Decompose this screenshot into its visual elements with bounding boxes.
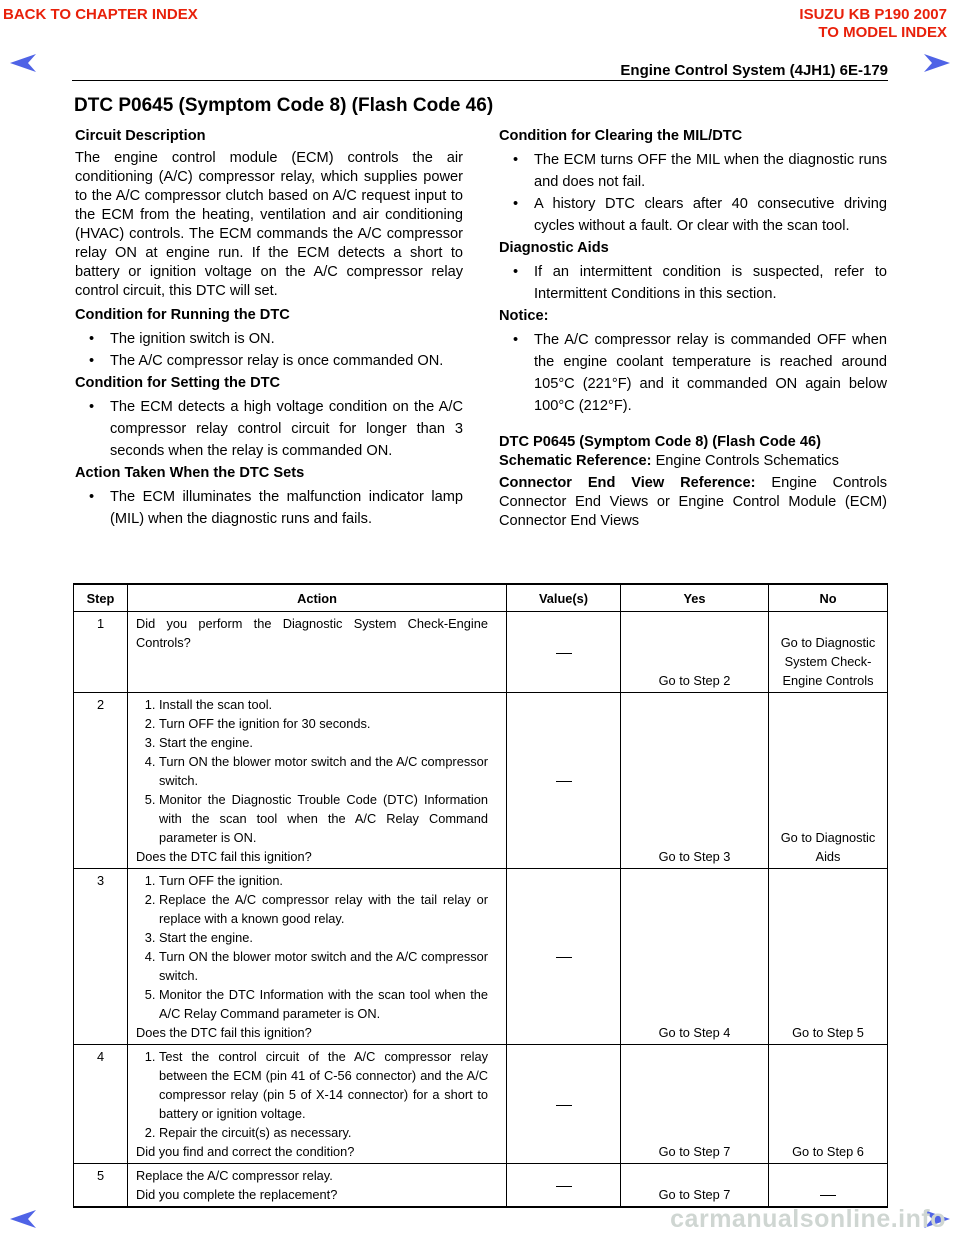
value-cell	[507, 612, 621, 693]
table-row	[74, 693, 888, 869]
dtc-repeat-title: DTC P0645 (Symptom Code 8) (Flash Code 46)	[499, 434, 821, 450]
clearing-condition-list	[499, 149, 887, 237]
step-number: 1	[74, 612, 128, 693]
list-item: 4. Turn ON the blower motor switch and the A/C compressor switch.	[159, 947, 488, 985]
action-question: Does the DTC fail this ignition?	[136, 849, 312, 864]
page-header-title: Engine Control System (4JH1) 6E-179	[620, 62, 888, 79]
yes-cell: Go to Step 7	[621, 1164, 769, 1208]
list-item: 1. Test the control circuit of the A/C compressor relay between the ECM (pin 41 of C-56 connector) and the A/C compressor relay (pin 5 of X-14 connector) for a short to battery or ignition voltage.	[159, 1047, 488, 1123]
header-divider	[72, 80, 888, 81]
action-cell	[128, 1045, 507, 1164]
list-item: 5. Monitor the Diagnostic Trouble Code (DTC) Information with the scan tool when the A/C Relay Command parameter is ON.	[159, 790, 488, 847]
diagnostic-steps-table	[73, 583, 888, 1208]
step-number: 3	[74, 869, 128, 1045]
step-number: 2	[74, 693, 128, 869]
list-item: 2. Replace the A/C compressor relay with the tail relay or replace with a known good relay.	[159, 890, 488, 928]
action-cell	[128, 693, 507, 869]
list-item: • The A/C compressor relay is once commanded ON.	[110, 350, 463, 372]
diagnostic-aids-heading: Diagnostic Aids	[499, 240, 609, 256]
notice-heading: Notice:	[499, 308, 549, 324]
list-item: • The ECM turns OFF the MIL when the diagnostic runs and does not fail.	[534, 149, 887, 193]
action-steps-list	[136, 871, 488, 1023]
action-cell	[128, 1164, 507, 1208]
list-item: • If an intermittent condition is suspected, refer to Intermittent Conditions in this section.	[534, 261, 887, 305]
dash-mark	[556, 1186, 572, 1187]
setting-condition-heading: Condition for Setting the DTC	[75, 375, 281, 391]
yes-cell: Go to Step 2	[621, 612, 769, 693]
to-model-index-link[interactable]: TO MODEL INDEX	[818, 24, 947, 41]
action-question: Did you find and correct the condition?	[136, 1144, 355, 1159]
list-item: 1. Install the scan tool.	[159, 695, 488, 714]
left-column	[75, 127, 463, 532]
no-cell: Go to Step 5	[769, 869, 888, 1045]
dash-mark	[556, 1105, 572, 1106]
dash-mark	[820, 1195, 836, 1196]
dash-mark	[556, 653, 572, 654]
setting-condition-list	[75, 396, 463, 462]
running-condition-heading: Condition for Running the DTC	[75, 307, 290, 323]
list-item: 2. Repair the circuit(s) as necessary.	[159, 1123, 488, 1142]
table-header-row	[74, 584, 888, 612]
document-title: DTC P0645 (Symptom Code 8) (Flash Code 46)	[74, 95, 494, 116]
table-row	[74, 1045, 888, 1164]
no-cell: Go to Step 6	[769, 1045, 888, 1164]
clearing-condition-heading: Condition for Clearing the MIL/DTC	[499, 128, 743, 144]
no-column-header: No	[769, 584, 888, 612]
action-cell	[128, 869, 507, 1045]
list-item: 5. Monitor the DTC Information with the scan tool when the A/C Relay Command parameter is ON.	[159, 985, 488, 1023]
action-column-header: Action	[128, 584, 507, 612]
model-name-link[interactable]: ISUZU KB P190 2007	[799, 6, 947, 23]
list-item: • A history DTC clears after 40 consecutive driving cycles without a fault. Or clear with the scan tool.	[534, 193, 887, 237]
table-row	[74, 612, 888, 693]
step-column-header: Step	[74, 584, 128, 612]
table-row	[74, 1164, 888, 1208]
notice-list	[499, 329, 887, 417]
schematic-reference	[499, 452, 887, 471]
table-row	[74, 869, 888, 1045]
connector-reference	[499, 474, 887, 531]
list-item: • The ignition switch is ON.	[110, 328, 463, 350]
schematic-reference-value: Engine Controls Schematics	[655, 453, 839, 469]
action-question: Did you complete the replacement?	[136, 1187, 338, 1202]
value-cell	[507, 869, 621, 1045]
list-item: 3. Start the engine.	[159, 733, 488, 752]
list-item: 3. Start the engine.	[159, 928, 488, 947]
action-taken-list	[75, 486, 463, 530]
connector-reference-label: Connector End View Reference:	[499, 475, 756, 491]
list-item: • The ECM illuminates the malfunction indicator lamp (MIL) when the diagnostic runs and fails.	[110, 486, 463, 530]
no-cell: Go to Diagnostic System Check-Engine Controls	[769, 612, 888, 693]
dash-mark	[556, 781, 572, 782]
list-item: • The ECM detects a high voltage condition on the A/C compressor relay control circuit for longer than 3 seconds when the relay is commanded ON.	[110, 396, 463, 462]
action-taken-heading: Action Taken When the DTC Sets	[75, 465, 305, 481]
diagnostic-aids-list	[499, 261, 887, 305]
value-cell	[507, 1045, 621, 1164]
dash-mark	[556, 957, 572, 958]
no-cell: Go to Diagnostic Aids	[769, 693, 888, 869]
value-cell	[507, 693, 621, 869]
value-cell	[507, 1164, 621, 1208]
list-item: • The A/C compressor relay is commanded OFF when the engine coolant temperature is reached around 105°C (221°F) and it commanded ON again below 100°C (212°F).	[534, 329, 887, 417]
list-item: 2. Turn OFF the ignition for 30 seconds.	[159, 714, 488, 733]
action-question: Does the DTC fail this ignition?	[136, 1025, 312, 1040]
circuit-description-text: The engine control module (ECM) controls the air conditioning (A/C) compressor relay, which supplies power to the A/C compressor clutch based on A/C request input to the ECM from the heating, ventilation and air conditioning (HVAC) controls. The ECM commands the A/C compressor relay ON at engine run. If the ECM detects a short to battery or ignition voltage on the A/C compressor relay control circuit, this DTC will set.	[75, 150, 463, 299]
circuit-description-heading: Circuit Description	[75, 128, 206, 144]
values-column-header: Value(s)	[507, 584, 621, 612]
action-question: Did you perform the Diagnostic System Check-Engine Controls?	[136, 616, 488, 650]
action-instruction: Replace the A/C compressor relay.	[136, 1168, 333, 1183]
previous-page-arrow-bottom-icon[interactable]	[8, 1208, 38, 1230]
list-item: 4. Turn ON the blower motor switch and the A/C compressor switch.	[159, 752, 488, 790]
no-cell	[769, 1164, 888, 1208]
next-page-arrow-icon[interactable]	[922, 52, 952, 74]
yes-column-header: Yes	[621, 584, 769, 612]
action-steps-list	[136, 1047, 488, 1142]
action-steps-list	[136, 695, 488, 847]
action-cell	[128, 612, 507, 693]
yes-cell: Go to Step 4	[621, 869, 769, 1045]
yes-cell: Go to Step 7	[621, 1045, 769, 1164]
step-number: 5	[74, 1164, 128, 1208]
watermark: carmanualsonline.info	[670, 1205, 946, 1233]
schematic-reference-label: Schematic Reference:	[499, 453, 652, 469]
back-to-chapter-index-link[interactable]: BACK TO CHAPTER INDEX	[3, 6, 198, 23]
connector-reference-value: Engine Controls Connector End Views or Engine Control Module (ECM) Connector End Views	[499, 475, 888, 529]
step-number: 4	[74, 1045, 128, 1164]
running-condition-list	[75, 328, 463, 372]
previous-page-arrow-icon[interactable]	[8, 52, 38, 74]
right-column	[499, 127, 887, 533]
list-item: 1. Turn OFF the ignition.	[159, 871, 488, 890]
yes-cell: Go to Step 3	[621, 693, 769, 869]
